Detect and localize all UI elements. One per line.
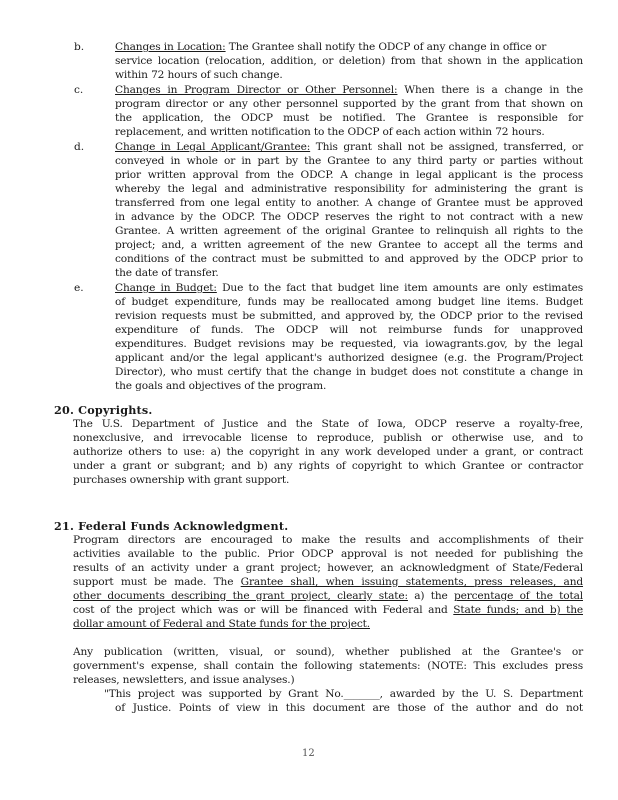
section-20-line-4: under a grant or subgrant; and b) any rights of copyright to which Grantee or contractor [73,460,583,472]
section-21-para2-line-1: Any publication (written, visual, or sound), whether published at the Grantee's or [73,646,583,658]
item-heading: Change in Budget: [115,282,217,294]
item-e-line-8: the goals and objectives of the program. [115,380,327,392]
section-20-line-2: nonexclusive, and irrevocable license to reproduce, publish or otherwise use, and to [73,432,583,444]
item-heading: Changes in Location: [115,41,226,53]
item-b-line-3: within 72 hours of such change. [115,69,283,81]
section-21-para2-line-3: releases, newsletters, and issue analyses.) [73,674,295,686]
list-marker: c. [74,84,84,96]
page-number: 12 [302,748,315,759]
item-e-line-2: of budget expenditure, funds may be reallocated among budget line items. Budget [115,296,583,308]
item-d-line-1: Change in Legal Applicant/Grantee: This grant shall not be assigned, transferred, or [115,141,583,153]
list-marker: b. [74,41,85,53]
section-21-line-6: cost of the project which was or will be financed with Federal and State funds; and b) the [73,604,583,616]
list-marker: e. [74,282,84,294]
section-20-line-5: purchases ownership with grant support. [73,474,290,486]
item-heading: Changes in Program Director or Other Personnel: [115,84,398,96]
section-20-heading: 20. Copyrights. [54,403,153,417]
section-21-line-1: Program directors are encouraged to make the results and accomplishments of their [73,534,583,546]
item-d-line-8: project; and, a written agreement of the new Grantee to accept all the terms and [115,239,583,251]
item-heading: Change in Legal Applicant/Grantee: [115,141,311,153]
item-e-line-6: applicant and/or the legal applicant's authorized designee (e.g. the Program/Project [115,352,583,364]
item-c-line-4: replacement, and written notification to the ODCP of each action within 72 hours. [115,126,545,138]
item-e-line-4: expenditure of funds. The ODCP will not reimburse funds for unapproved [115,324,583,336]
section-21-line-7: dollar amount of Federal and State funds for the project. [73,618,370,630]
item-d-line-9: conditions of the contract must be submitted to and approved by the ODCP prior to [115,253,583,265]
item-d-line-7: Grantee. A written agreement of the original Grantee to relinquish all rights to the [115,225,583,237]
item-d-line-6: in advance by the ODCP. The ODCP reserves the right to not contract with a new [115,211,583,223]
section-21-line-3: results of an activity under a grant project; however, an acknowledgment of State/Federal [73,562,583,574]
item-c-line-2: program director or any other personnel supported by the grant from that shown on [115,98,583,110]
item-c-line-1: Changes in Program Director or Other Personnel: When there is a change in the [115,84,583,96]
item-d-line-5: transferred from one legal entity to another. A change of Grantee must be approved [115,197,583,209]
item-b-line-2: service location (relocation, addition, or deletion) from that shown in the application [115,55,583,67]
quote-line-2: of Justice. Points of view in this document are those of the author and do not [115,702,583,714]
item-d-line-10: the date of transfer. [115,267,219,279]
item-d-line-4: whereby the legal and administrative responsibility for administering the grant is [115,183,583,195]
section-21-line-2: activities available to the public. Prior ODCP approval is not needed for publishing the [73,548,583,560]
item-d-line-2: conveyed in whole or in part by the Grantee to any third party or parties without [115,155,583,167]
quote-line-1: "This project was supported by Grant No._______, awarded by the U. S. Department [104,688,583,700]
list-marker: d. [74,141,85,153]
item-c-line-3: the application, the ODCP must be notified. The Grantee is responsible for [115,112,583,124]
item-e-line-3: revision requests must be submitted, and approved by, the ODCP prior to the revised [115,310,583,322]
section-21-para2-line-2: government's expense, shall contain the following statements: (NOTE: This excludes press [73,660,583,672]
item-e-line-7: Director), who must certify that the change in budget does not constitute a change in [115,366,583,378]
section-21-line-4: support must be made. The Grantee shall, when issuing statements, press releases, and [73,576,584,588]
item-e-line-5: expenditures. Budget revisions may be requested, via iowagrants.gov, by the legal [115,338,583,350]
section-20-line-3: authorize others to use: a) the copyright in any work developed under a grant, or contract [73,446,583,458]
section-21-line-5: other documents describing the grant project, clearly state: a) the percentage of the total [73,590,583,602]
item-b-line-1: Changes in Location: The Grantee shall notify the ODCP of any change in office or [115,41,547,53]
item-d-line-3: prior written approval from the ODCP. A change in legal applicant is the process [115,169,583,181]
section-21-heading: 21. Federal Funds Acknowledgment. [54,519,289,533]
section-20-line-1: The U.S. Department of Justice and the State of Iowa, ODCP reserve a royalty-free, [73,418,583,430]
item-e-line-1: Change in Budget: Due to the fact that budget line item amounts are only estimates [115,282,584,294]
